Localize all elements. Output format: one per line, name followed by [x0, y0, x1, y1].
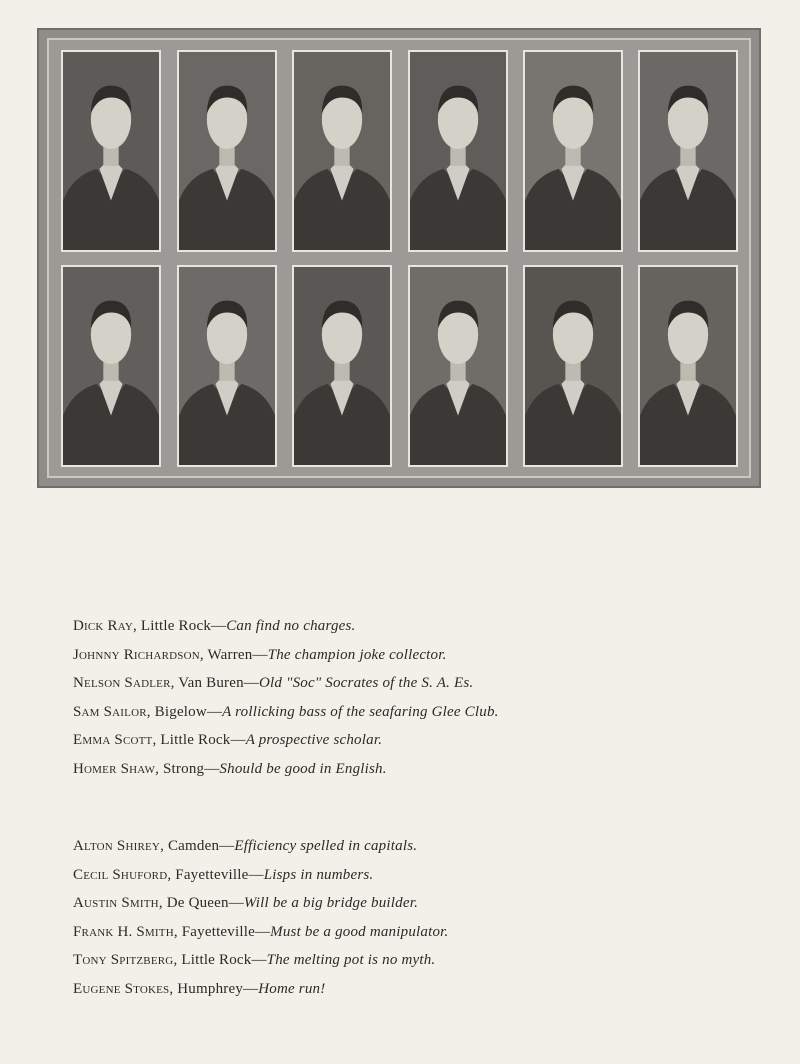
student-name: Eugene Stokes — [73, 980, 170, 997]
portrait-panel — [37, 28, 761, 488]
roster-entry — [73, 641, 499, 670]
student-hometown: , Warren— — [199, 646, 268, 663]
student-description: Must be a good manipulator. — [270, 923, 449, 940]
roster-entry — [73, 669, 499, 698]
student-portrait — [523, 265, 623, 467]
roster-entry — [73, 726, 499, 755]
student-description: The melting pot is no myth. — [266, 952, 436, 969]
student-portrait — [408, 50, 508, 252]
student-name: Tony Spitzberg — [73, 952, 174, 969]
student-name: Austin Smith — [73, 895, 159, 912]
student-hometown: , Van Buren— — [170, 675, 260, 692]
student-portrait — [638, 265, 738, 467]
student-hometown: , Humphrey— — [169, 980, 259, 997]
student-name: Cecil Shuford — [73, 866, 168, 883]
roster-group-1 — [73, 612, 499, 784]
student-description: Old "Soc" Socrates of the S. A. Es. — [259, 675, 474, 692]
student-name: Alton Shirey — [73, 838, 161, 854]
student-name: Johnny Richardson — [73, 646, 200, 663]
student-hometown: , Fayetteville— — [173, 923, 271, 940]
student-description: Efficiency spelled in capitals. — [234, 838, 418, 854]
student-portrait — [177, 50, 277, 252]
student-name: Dick Ray — [73, 618, 134, 634]
student-description: Will be a big bridge builder. — [243, 895, 419, 912]
student-portrait — [61, 50, 161, 252]
student-hometown: , Little Rock— — [173, 952, 267, 969]
student-hometown: , Camden— — [160, 838, 235, 854]
student-description: A prospective scholar. — [245, 732, 383, 749]
roster-entry — [73, 889, 448, 918]
student-portrait — [177, 265, 277, 467]
student-description: Lisps in numbers. — [263, 866, 374, 883]
student-portrait — [523, 50, 623, 252]
student-name: Homer Shaw — [73, 760, 156, 777]
student-name: Emma Scott — [73, 732, 153, 749]
student-hometown: , Strong— — [155, 760, 220, 777]
student-portrait — [638, 50, 738, 252]
roster-entry — [73, 755, 499, 784]
student-description: Should be good in English. — [219, 760, 387, 777]
roster-entry — [73, 946, 448, 975]
student-portrait — [292, 50, 392, 252]
student-description: Home run! — [258, 980, 326, 997]
roster-group-2 — [73, 832, 448, 1004]
student-portrait — [408, 265, 508, 467]
student-description: A rollicking bass of the seafaring Glee Club. — [222, 703, 499, 720]
roster-entry — [73, 918, 448, 947]
roster-entry — [73, 832, 448, 861]
roster-entry — [73, 975, 448, 1004]
roster-entry — [73, 861, 448, 890]
student-hometown: , Little Rock— — [133, 618, 227, 634]
student-description: Can find no charges. — [226, 618, 356, 634]
student-portrait — [61, 265, 161, 467]
student-name: Frank H. Smith — [73, 923, 174, 940]
roster-entry — [73, 698, 499, 727]
roster-entry — [73, 612, 499, 641]
student-hometown: , Bigelow— — [146, 703, 223, 720]
student-hometown: , Little Rock— — [152, 732, 246, 749]
student-description: The champion joke collector. — [267, 646, 447, 663]
student-hometown: , De Queen— — [158, 895, 244, 912]
student-hometown: , Fayetteville— — [167, 866, 264, 883]
student-portrait — [292, 265, 392, 467]
student-name: Nelson Sadler — [73, 675, 171, 692]
student-name: Sam Sailor — [73, 703, 147, 720]
